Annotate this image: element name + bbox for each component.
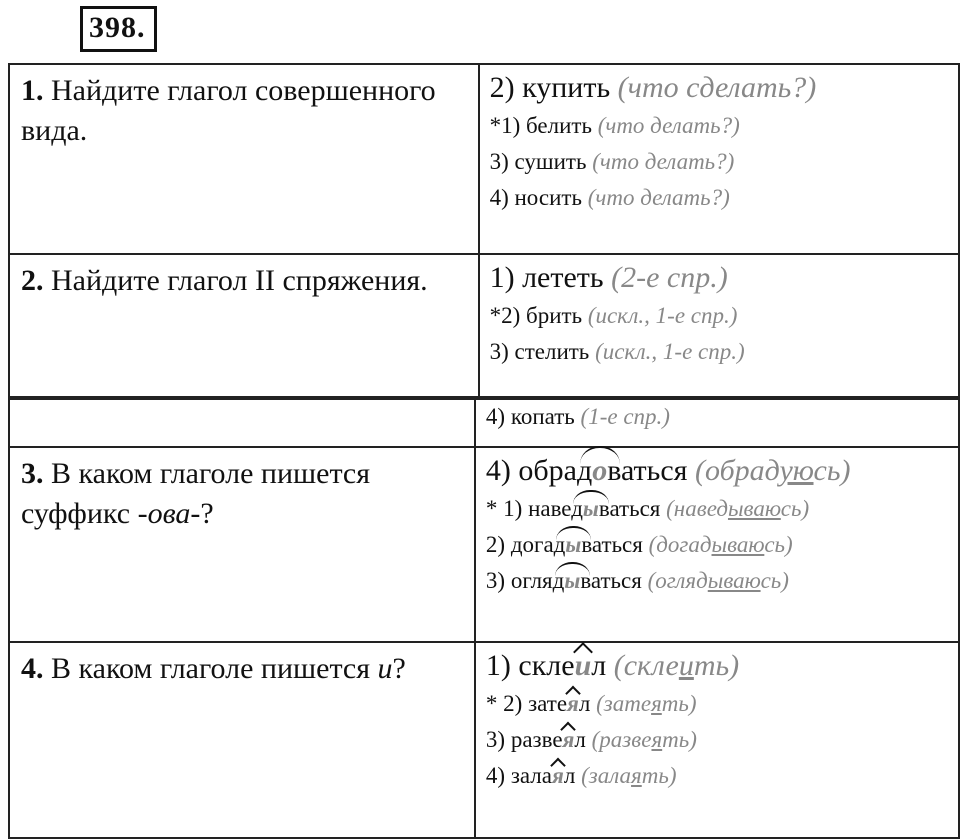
hint-underlined: я (631, 763, 642, 788)
answer-hint (695, 454, 851, 487)
answer-option (486, 494, 948, 524)
answer-hint (596, 691, 696, 716)
answer-text: 3) стелить (489, 339, 596, 364)
answer-word-start: 3) огляд (485, 568, 565, 593)
answer-text: 4) копать (485, 404, 581, 429)
answer-word-start: * 1) навед (485, 496, 583, 521)
question-number: 1. (21, 74, 44, 107)
answer-hint: (2-е спр.) (611, 261, 728, 294)
answer-option (486, 530, 948, 560)
answer-option (490, 301, 948, 331)
hint-start: (навед (666, 496, 728, 521)
answer-main (486, 647, 948, 685)
answer-option (486, 761, 948, 791)
question-number: 4. (21, 652, 44, 685)
question-cell-2 (9, 254, 479, 399)
answer-hint: (что делать?) (587, 185, 730, 210)
hint-start: (разве (591, 727, 652, 752)
table-bottom (8, 396, 960, 839)
answer-word-end: л (574, 727, 592, 752)
answer-option (490, 183, 948, 213)
answer-text: 4) носить (489, 185, 588, 210)
answer-hint: (искл., 1-е спр.) (595, 339, 745, 364)
answer-hint: (что сделать?) (617, 71, 817, 104)
hint-underlined: я (651, 727, 663, 752)
hint-underlined: ываю (707, 568, 761, 593)
answer-text: 1) лететь (489, 261, 612, 294)
hint-start: (скле (613, 649, 679, 682)
answer-hint (648, 568, 789, 593)
answer-text: 2) купить (489, 71, 618, 104)
answer-option (486, 725, 948, 755)
hint-start: (зате (596, 691, 652, 716)
hint-end: сь) (764, 532, 793, 557)
hint-start: (обрад (694, 454, 780, 487)
hint-end: сь) (760, 568, 789, 593)
hint-end: сь) (780, 496, 810, 521)
hint-start: (огляд (647, 568, 708, 593)
table-row-4 (9, 642, 959, 838)
answer-hint (592, 727, 697, 752)
table-row-continuation (9, 397, 959, 447)
exercise-number: 398 (89, 11, 137, 44)
hint-underlined: ываю (711, 532, 765, 557)
hint-underlined: и (678, 649, 694, 682)
hint-underlined: я (651, 691, 662, 716)
highlighted-letter: я (552, 763, 564, 788)
answer-word-start: 3) разве (485, 727, 563, 752)
answer-option (486, 566, 948, 596)
answer-hint (614, 649, 739, 682)
question-text: Найдите глагол совершенного вида. (21, 74, 436, 147)
answer-main (490, 69, 948, 107)
hint-end: ть) (693, 649, 740, 682)
table-top (8, 63, 960, 400)
hint-end: ть) (641, 763, 677, 788)
answer-cell-3 (475, 447, 959, 642)
answer-word-start: 2) догад (485, 532, 566, 557)
exercise-number-dot: . (137, 11, 145, 44)
answer-text: *2) брить (489, 303, 588, 328)
answer-hint: (что делать?) (597, 113, 740, 138)
answer-option (490, 111, 948, 141)
question-text-italic: -ова- (137, 497, 201, 530)
highlighted-letter: ы (565, 532, 582, 557)
question-text-end: ? (200, 497, 214, 530)
table-row-3 (9, 447, 959, 642)
exercise-number-box (80, 6, 157, 52)
answer-main (486, 452, 948, 490)
question-cell-1 (9, 64, 479, 254)
answer-main (490, 259, 948, 297)
table-row-2 (9, 254, 959, 399)
question-text: В каком глаголе пишется суффикс (21, 457, 371, 530)
highlighted-letter: ы (582, 496, 599, 521)
question-cell-4 (9, 642, 475, 838)
answer-cell-4 (475, 642, 959, 838)
hint-end: ть) (661, 691, 697, 716)
answer-word-end: ваться (607, 454, 695, 487)
question-number: 2. (21, 264, 44, 297)
table-row-1 (9, 64, 959, 254)
question-text: В каком глаголе пишется (43, 652, 378, 685)
question-text-end: ? (392, 652, 406, 685)
answer-word-start: 4) обрад (485, 454, 593, 487)
question-text-italic: и (377, 652, 393, 685)
hint-end: ть) (662, 727, 697, 752)
answer-text: 3) сушить (489, 149, 593, 174)
hint-end: сь) (813, 454, 851, 487)
hint-underlined: ываю (727, 496, 781, 521)
answer-option (486, 689, 948, 719)
answer-word-end: ваться (580, 568, 648, 593)
answer-cell-1 (479, 64, 959, 254)
answer-hint: (что делать?) (592, 149, 735, 174)
answer-hint (666, 496, 809, 521)
answer-cell-continuation (475, 397, 959, 447)
answer-word-end: ваться (581, 532, 649, 557)
answer-word-start: 4) зала (485, 763, 552, 788)
answer-hint: (1-е спр.) (580, 404, 670, 429)
answer-word-end: л (563, 763, 582, 788)
hint-start: (зала (581, 763, 632, 788)
answer-hint (649, 532, 793, 557)
answer-hint: (искл., 1-е спр.) (587, 303, 738, 328)
answer-word-start: 1) скле (485, 649, 575, 682)
answer-text: *1) белить (489, 113, 598, 138)
answer-word-start: * 2) зате (485, 691, 568, 716)
answer-option (486, 402, 948, 432)
highlighted-letter: и (574, 649, 592, 682)
answer-option (490, 337, 948, 367)
hint-start: (догад (648, 532, 712, 557)
answer-word-end: л (591, 649, 614, 682)
answer-option (490, 147, 948, 177)
highlighted-letter: я (567, 691, 579, 716)
answer-word-end: л (578, 691, 597, 716)
hint-underlined: ую (779, 454, 814, 487)
answer-cell-2 (479, 254, 959, 399)
highlighted-letter: я (562, 727, 575, 752)
question-cell-empty (9, 397, 475, 447)
question-number: 3. (21, 457, 44, 490)
question-text: Найдите глагол II спряжения. (43, 264, 428, 297)
answer-hint (581, 763, 676, 788)
highlighted-letter: ы (564, 568, 581, 593)
highlighted-letter: о (592, 454, 608, 487)
question-cell-3 (9, 447, 475, 642)
answer-word-end: ваться (598, 496, 667, 521)
